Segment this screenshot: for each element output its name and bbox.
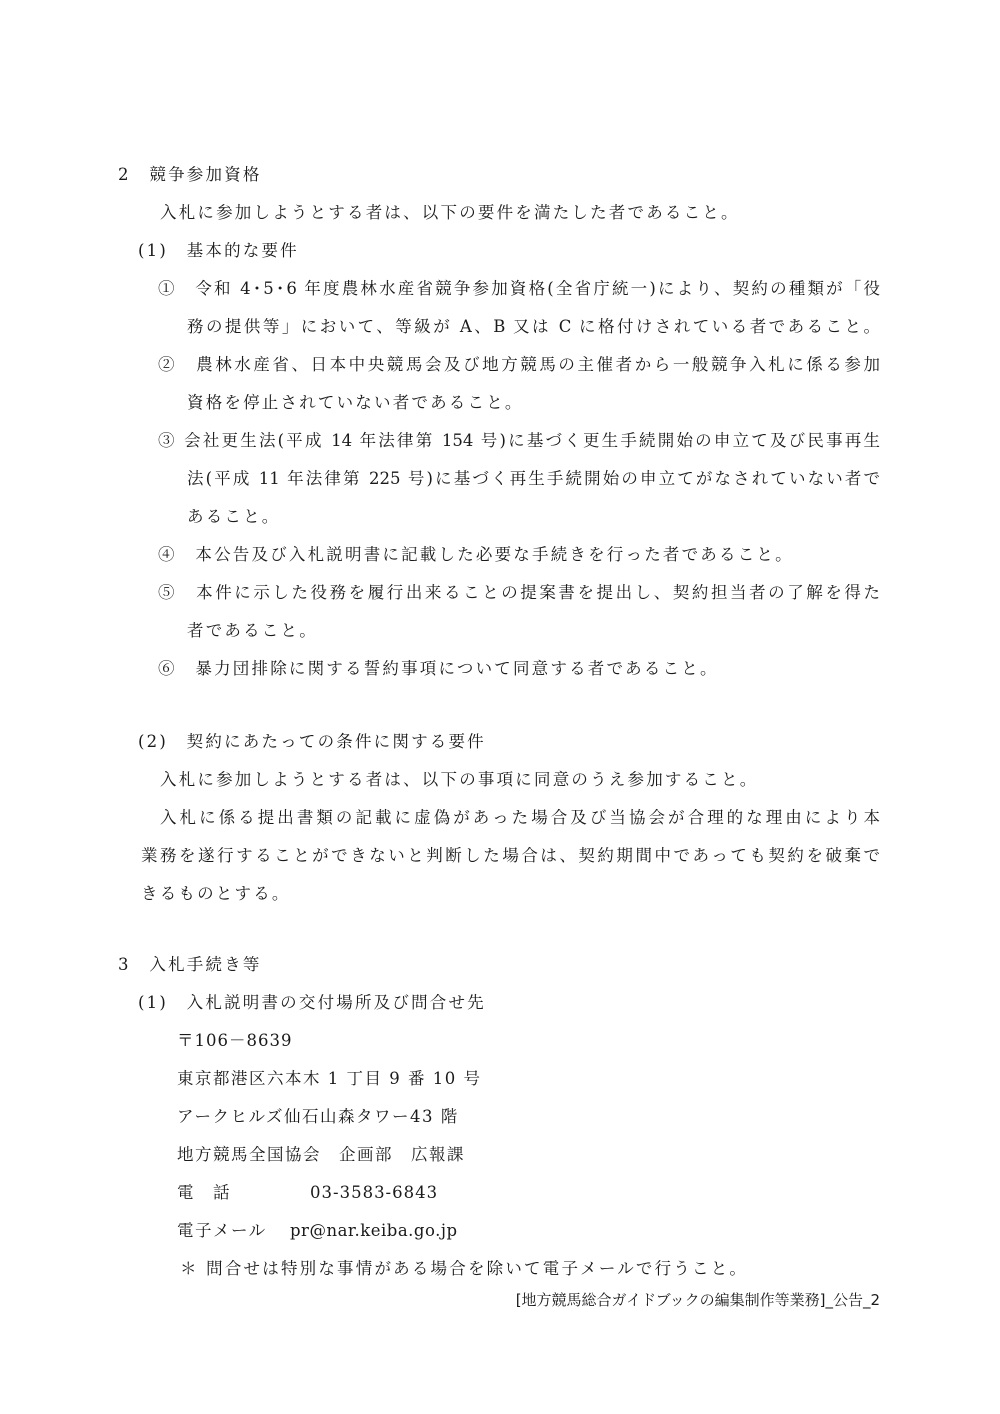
requirement-2-line-1: ② 農林水産省、日本中央競馬会及び地方競馬の主催者から一般競争入札に係る参加 (158, 355, 880, 374)
email-label: 電子メール (177, 1221, 267, 1240)
building: アークヒルズ仙石山森タワー43 階 (177, 1107, 459, 1126)
postal-code: 〒106－8639 (177, 1031, 293, 1050)
subsection-2-1-heading: (1) 基本的な要件 (138, 241, 299, 260)
section-2-heading: 2 競争参加資格 (118, 165, 262, 184)
requirement-3-line-3: あること。 (187, 507, 281, 526)
contact-note: ＊ 問合せは特別な事情がある場合を除いて電子メールで行うこと。 (180, 1259, 749, 1278)
requirement-4-line-1: ④ 本公告及び入札説明書に記載した必要な手続きを行った者であること。 (158, 545, 794, 564)
subsection-2-2-paragraph-1: 入札に参加しようとする者は、以下の事項に同意のうえ参加すること。 (160, 770, 759, 789)
address: 東京都港区六本木 1 丁目 9 番 10 号 (177, 1069, 482, 1088)
requirement-1-line-1: ① 令和 4･5･6 年度農林水産省競争参加資格(全省庁統一)により、契約の種類が「役 (158, 279, 880, 298)
subsection-3-1-heading: (1) 入札説明書の交付場所及び問合せ先 (138, 993, 486, 1012)
phone-number: 03-3583-6843 (310, 1183, 439, 1202)
phone-label: 電 話 (177, 1183, 231, 1202)
requirement-3-line-2: 法(平成 11 年法律第 225 号)に基づく再生手続開始の申立てがなされていない者で (187, 469, 880, 488)
subsection-2-2-paragraph-2-line-1: 入札に係る提出書類の記載に虚偽があった場合及び当協会が合理的な理由により本 (160, 808, 880, 827)
section-2-intro: 入札に参加しようとする者は、以下の要件を満たした者であること。 (160, 203, 740, 222)
requirement-6-line-1: ⑥ 暴力団排除に関する誓約事項について同意する者であること。 (158, 659, 719, 678)
requirement-5-line-1: ⑤ 本件に示した役務を履行出来ることの提案書を提出し、契約担当者の了解を得た (158, 583, 880, 602)
requirement-2-line-2: 資格を停止されていない者であること。 (187, 393, 524, 412)
requirement-1-line-2: 務の提供等」において、等級が A、B 又は C に格付けされている者であること。 (187, 317, 880, 336)
subsection-2-2-paragraph-2-line-3: きるものとする。 (141, 884, 291, 903)
organization: 地方競馬全国協会 企画部 広報課 (177, 1145, 465, 1164)
document-footer: [地方競馬総合ガイドブックの編集制作等業務]_公告_2 (515, 1291, 880, 1309)
subsection-2-2-heading: (2) 契約にあたっての条件に関する要件 (138, 732, 486, 751)
email-address: pr@nar.keiba.go.jp (290, 1221, 458, 1240)
requirement-3-line-1: ③ 会社更生法(平成 14 年法律第 154 号)に基づく更生手続開始の申立て及び民事再生 (158, 431, 880, 450)
section-3-heading: 3 入札手続き等 (118, 955, 262, 974)
requirement-5-line-2: 者であること。 (187, 621, 318, 640)
subsection-2-2-paragraph-2-line-2: 業務を遂行することができないと判断した場合は、契約期間中であっても契約を破棄で (141, 846, 880, 865)
